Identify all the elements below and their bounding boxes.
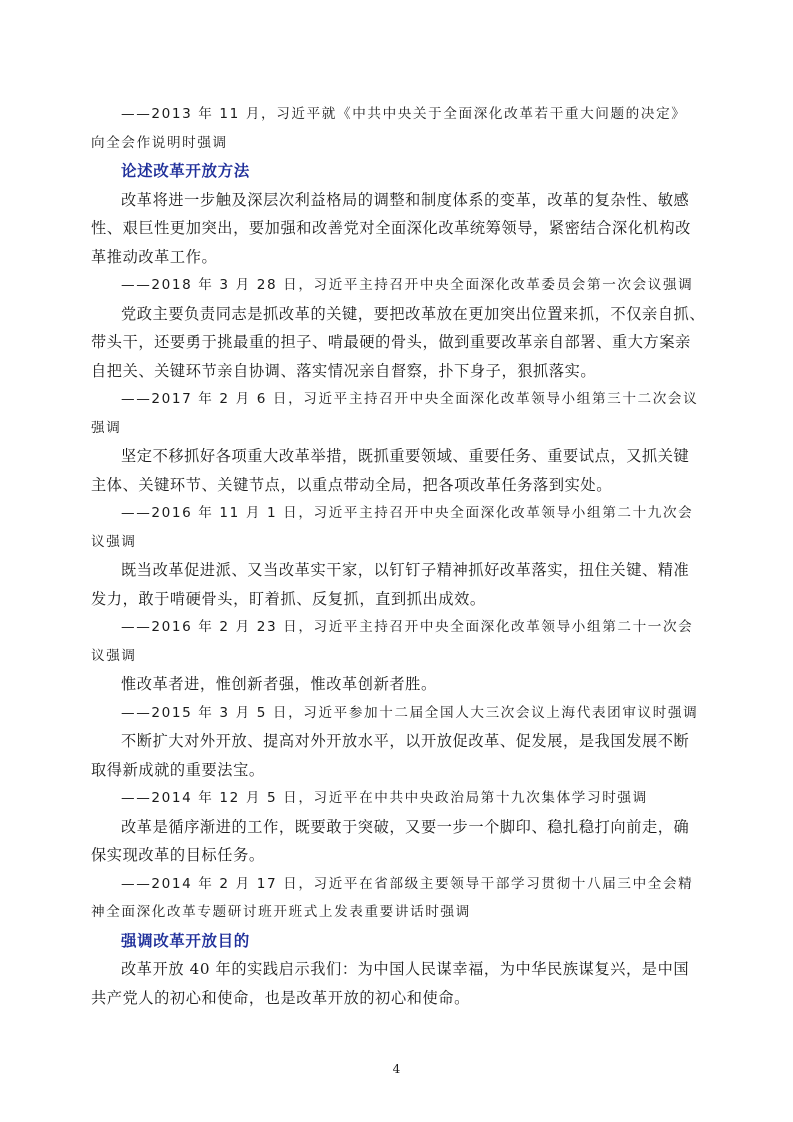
page-content (91, 100, 706, 1012)
source-attribution (91, 385, 699, 442)
quote-paragraph (121, 670, 697, 699)
text-line: 革推动改革工作。 (91, 247, 218, 266)
source-attribution (91, 613, 697, 670)
text-line: ——2017 年 2 月 6 日，习近平主持召开中央全面深化改革领导小组第三十二次会议 (121, 391, 699, 407)
text-line: ——2015 年 3 月 5 日，习近平参加十二届全国人大三次会议上海代表团审议时强调 (121, 704, 699, 721)
text-line: 议强调 (91, 533, 137, 550)
text-line: 既当改革促进派、又当改革实干家，以钉钉子精神抓好改革落实，扭住关键、精准 (121, 561, 690, 579)
text-line: 共产党人的初心和使命，也是改革开放的初心和使命。 (91, 988, 470, 1007)
text-line: 主体、关键环节、关键节点，以重点带动全局，把各项改革任务落到实处。 (91, 475, 612, 494)
source-attribution (121, 271, 697, 300)
text-line: ——2018 年 3 月 28 日，习近平主持召开中央全面深化改革委员会第一次会议强调 (121, 277, 694, 293)
text-line: 神全面深化改革专题研讨班开班式上发表重要讲话时强调 (91, 904, 471, 920)
text-line: 发力，敢于啃硬骨头，盯着抓、反复抓，直到抓出成效。 (91, 589, 486, 608)
quote-paragraph (91, 727, 697, 784)
section-heading (121, 157, 697, 186)
text-line: 自把关、关键环节亲自协调、落实情况亲自督察，扑下身子，狠抓落实。 (91, 361, 597, 380)
text-line: 不断扩大对外开放、提高对外开放水平，以开放促改革、促发展，是我国发展不断 (121, 732, 690, 750)
text-line: 改革开放 40 年的实践启示我们：为中国人民谋幸福，为中华民族谋复兴，是中国 (121, 960, 690, 978)
text-line: 强调改革开放目的 (121, 931, 250, 950)
text-line: 取得新成就的重要法宝。 (91, 760, 265, 779)
text-line: ——2016 年 2 月 23 日，习近平主持召开中央全面深化改革领导小组第二十一次会 (121, 619, 694, 635)
text-line: 惟改革者进，惟创新者强，惟改革创新者胜。 (121, 675, 437, 693)
source-attribution (121, 699, 697, 728)
text-line: 强调 (91, 419, 122, 436)
page-number: 4 (392, 1062, 401, 1076)
quote-paragraph (91, 955, 697, 1012)
text-line: 党政主要负责同志是抓改革的关键，要把改革放在更加突出位置来抓，不仅亲自抓、 (121, 304, 706, 323)
text-line: 论述改革开放方法 (121, 162, 250, 180)
text-line: 性、艰巨性更加突出，要加强和改善党对全面深化改革统筹领导，紧密结合深化机构改 (91, 219, 691, 237)
text-line: 保实现改革的目标任务。 (91, 846, 265, 864)
text-line: 改革是循序渐进的工作，既要敢于突破，又要一步一个脚印、稳扎稳打向前走，确 (121, 817, 690, 836)
source-attribution (91, 499, 697, 556)
text-line: 带头干，还要勇于挑最重的担子、啃最硬的骨头，做到重要改革亲自部署、重大方案亲 (91, 333, 691, 351)
text-line: 向全会作说明时强调 (91, 134, 228, 151)
quote-paragraph (91, 186, 697, 272)
quote-paragraph (91, 300, 706, 386)
source-attribution (121, 784, 697, 813)
source-attribution (91, 100, 697, 157)
text-line: ——2014 年 12 月 5 日，习近平在中共中央政治局第十九次集体学习时强调 (121, 790, 648, 806)
section-heading (121, 927, 697, 956)
text-line: ——2014 年 2 月 17 日，习近平在省部级主要领导干部学习贯彻十八届三中全会精 (121, 875, 694, 892)
text-line: 改革将进一步触及深层次利益格局的调整和制度体系的变革，改革的复杂性、敏感 (121, 190, 690, 209)
text-line: 议强调 (91, 647, 137, 664)
quote-paragraph (91, 556, 697, 613)
quote-paragraph (91, 813, 697, 870)
text-line: ——2013 年 11 月，习近平就《中共中央关于全面深化改革若干重大问题的决定》 (121, 106, 687, 122)
source-attribution (91, 870, 697, 927)
text-line: ——2016 年 11 月 1 日，习近平主持召开中央全面深化改革领导小组第二十九次会 (121, 505, 694, 521)
text-line: 坚定不移抓好各项重大改革举措，既抓重要领域、重要任务、重要试点，又抓关键 (121, 447, 690, 465)
quote-paragraph (91, 442, 697, 499)
